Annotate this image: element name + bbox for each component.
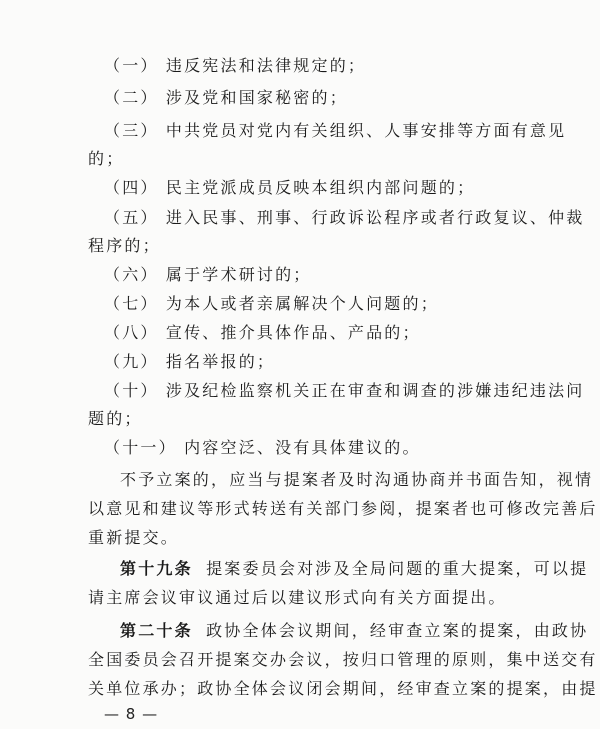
- article-19: [120, 559, 588, 579]
- item-label: （九）: [104, 352, 159, 371]
- list-item: [104, 265, 312, 285]
- article-text: 提案委员会对涉及全局问题的重大提案，可以提: [206, 559, 589, 578]
- item-text: 中共党员对党内有关组织、人事安排等方面有意见: [165, 121, 567, 140]
- item-label: （三）: [104, 121, 159, 140]
- item-label: （十一）: [104, 438, 177, 457]
- article-heading: 第十九条: [120, 559, 193, 578]
- item-text: 涉及党和国家秘密的；: [165, 88, 348, 107]
- list-item: [104, 208, 585, 228]
- item-label: （六）: [104, 265, 159, 284]
- item-text: 宣传、推介具体作品、产品的；: [165, 323, 421, 342]
- paragraph-line: 请主席会议审议通过后以建议形式向有关方面提出。: [88, 588, 507, 607]
- item-text: 属于学术研讨的；: [165, 265, 312, 284]
- item-text: 涉及纪检监察机关正在审查和调查的涉嫌违纪违法问: [165, 381, 585, 400]
- item-label: （五）: [104, 208, 159, 227]
- paragraph-line: 不予立案的，应当与提案者及时沟通协商并书面告知，视情: [120, 470, 594, 489]
- article-text: 政协全体会议期间，经审查立案的提案，由政协: [206, 621, 589, 640]
- item-text: 民主党派成员反映本组织内部问题的；: [165, 178, 476, 197]
- paragraph-line: 全国委员会召开提案交办会议，按归口管理的原则，集中送交有: [88, 650, 598, 669]
- item-continuation: 题的；: [88, 409, 143, 428]
- item-continuation: 程序的；: [88, 236, 161, 255]
- item-label: （十）: [104, 381, 159, 400]
- item-continuation: 的；: [88, 149, 125, 168]
- item-label: （四）: [104, 178, 159, 197]
- list-item: [104, 294, 439, 314]
- item-text: 指名举报的；: [165, 352, 276, 371]
- list-item: [104, 56, 366, 76]
- item-text: 内容空泛、没有具体建议的。: [184, 438, 421, 457]
- list-item: [104, 323, 421, 343]
- article-heading: 第二十条: [120, 621, 193, 640]
- list-item: [104, 438, 421, 458]
- list-item: [104, 352, 275, 372]
- paragraph-line: 关单位承办；政协全体会议闭会期间，经审查立案的提案，由提: [88, 679, 598, 698]
- page-number: — 8 —: [104, 705, 159, 723]
- item-text: 违反宪法和法律规定的；: [165, 56, 367, 75]
- list-item: [104, 88, 348, 108]
- list-item: [104, 121, 566, 141]
- item-text: 进入民事、刑事、行政诉讼程序或者行政复议、仲裁: [165, 208, 585, 227]
- list-item: [104, 178, 475, 198]
- item-label: （二）: [104, 88, 159, 107]
- paragraph-line: 以意见和建议等形式转送有关部门参阅，提案者也可修改完善后: [88, 499, 598, 518]
- paragraph-line: 重新提交。: [88, 528, 180, 547]
- list-item: [104, 381, 585, 401]
- item-label: （七）: [104, 294, 159, 313]
- item-text: 为本人或者亲属解决个人问题的；: [165, 294, 439, 313]
- article-20: [120, 621, 588, 641]
- item-label: （八）: [104, 323, 159, 342]
- item-label: （一）: [104, 56, 159, 75]
